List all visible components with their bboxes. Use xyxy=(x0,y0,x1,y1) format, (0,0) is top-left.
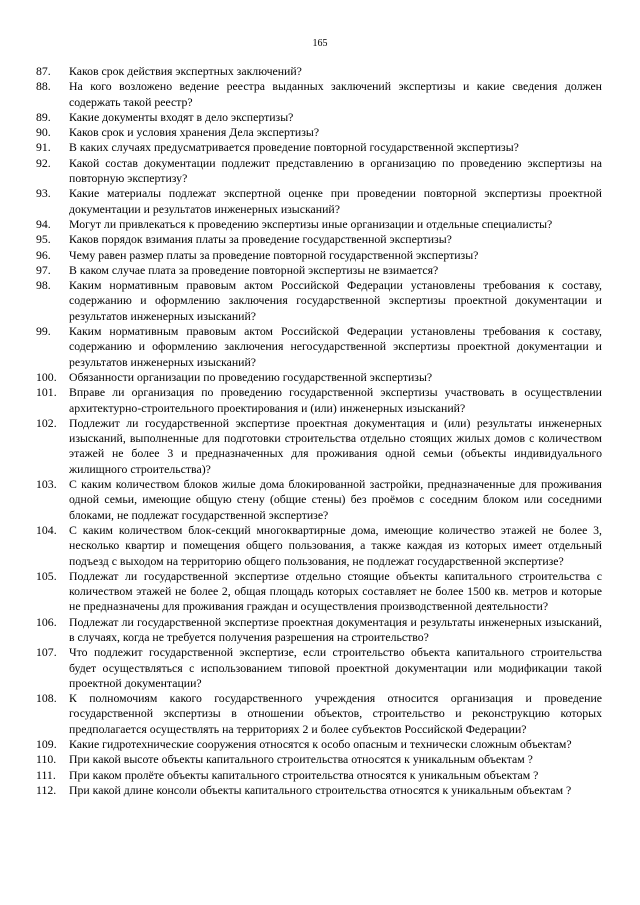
question-text: С каким количеством блок-секций многоквартирные дома, имеющие количество этажей не более 3, несколько квартир и помещения общего пользования, а также каждая из которых имеет отдельный подъезд с выходом на территорию общего пользования, не подлежат государственной экспертизе? xyxy=(69,522,602,568)
question-number: 93. xyxy=(36,186,51,201)
question-number: 112. xyxy=(36,782,57,797)
question-number: 100. xyxy=(36,369,57,384)
question-item xyxy=(36,248,602,263)
question-item xyxy=(36,64,602,79)
question-text: При какой высоте объекты капитального строительства относятся к уникальным объектам ? xyxy=(69,752,533,767)
question-item xyxy=(36,645,602,691)
question-text: Каким нормативным правовым актом Российской Федерации установлены требования к составу, содержанию и оформлению заключения негосударственной экспертизы проектной документации и результатов инженерных изысканий? xyxy=(69,324,602,369)
question-item xyxy=(36,110,602,125)
question-number: 101. xyxy=(36,385,57,400)
question-text: В каком случае плата за проведение повторной экспертизы не взимается? xyxy=(69,262,439,277)
question-number: 94. xyxy=(36,216,51,231)
question-item xyxy=(36,768,602,783)
question-text: Чему равен размер платы за проведение повторной государственной экспертизы? xyxy=(69,247,479,262)
question-number: 96. xyxy=(36,247,51,262)
question-text: Какие гидротехнические сооружения относятся к особо опасным и технически сложным объектам? xyxy=(69,737,572,752)
question-number: 106. xyxy=(36,614,57,629)
question-text: Какой состав документации подлежит представлению в организацию по проведению экспертизы на повторную экспертизу? xyxy=(69,155,602,186)
page-number: 165 xyxy=(312,38,328,49)
question-number: 110. xyxy=(36,752,57,767)
question-item xyxy=(36,278,602,324)
question-number: 104. xyxy=(36,522,57,537)
question-text: Какие материалы подлежат экспертной оценке при проведении повторной экспертизы проектной документации и результатов инженерных изысканий? xyxy=(69,186,602,216)
question-item xyxy=(36,186,602,217)
question-text: Подлежат ли государственной экспертизе отдельно стоящие объекты капитального строительства с количеством этажей не более 2, общая площадь которых составляет не более 1500 кв. метров и которые не предназначены для проживания граждан и осуществления производственной деятельности? xyxy=(69,568,602,614)
question-number: 102. xyxy=(36,415,57,430)
question-number: 109. xyxy=(36,737,57,752)
question-number: 95. xyxy=(36,232,51,247)
question-list xyxy=(36,64,602,798)
question-text: Каков порядок взимания платы за проведение государственной экспертизы? xyxy=(69,232,452,247)
question-item xyxy=(36,79,602,110)
question-text: На кого возложено ведение реестра выданных заключений экспертизы и какие сведения должен содержать такой реестр? xyxy=(69,79,602,109)
question-item xyxy=(36,156,602,187)
question-text: Каков срок и условия хранения Дела экспертизы? xyxy=(69,125,320,140)
question-number: 108. xyxy=(36,691,57,706)
question-number: 88. xyxy=(36,79,51,94)
question-text: Что подлежит государственной экспертизе, если строительство объекта капитального строительства будет осуществляться с использованием типовой проектной документации или модификации такой проектной документации? xyxy=(69,645,602,690)
question-number: 89. xyxy=(36,109,51,124)
question-number: 105. xyxy=(36,568,57,583)
question-text: При каком пролёте объекты капитального строительства относятся к уникальным объектам ? xyxy=(69,767,539,782)
question-item xyxy=(36,232,602,247)
question-item xyxy=(36,523,602,569)
question-number: 90. xyxy=(36,125,51,140)
question-item xyxy=(36,477,602,523)
question-item xyxy=(36,125,602,140)
question-number: 107. xyxy=(36,645,57,660)
question-number: 99. xyxy=(36,324,51,339)
question-item xyxy=(36,615,602,646)
question-item xyxy=(36,752,602,767)
question-text: Каков срок действия экспертных заключений? xyxy=(69,64,302,78)
question-item xyxy=(36,140,602,155)
question-item xyxy=(36,737,602,752)
question-item xyxy=(36,217,602,232)
question-number: 91. xyxy=(36,140,51,155)
question-text: К полномочиям какого государственного учреждения относится организация и проведение государственной экспертизы в отношении объектов, строительство и реконструкцию которых предполагается осуществлять на территориях 2 и более субъектов Российской Федерации? xyxy=(69,691,602,736)
question-item xyxy=(36,263,602,278)
question-number: 97. xyxy=(36,262,51,277)
question-item xyxy=(36,370,602,385)
question-text: Подлежит ли государственной экспертизе проектная документация и (или) результаты инженерных изысканий, выполненные для подготовки строительства отдельно стоящих жилых домов с количеством этажей не более 3 и предназначенных для проживания одной семьи (объекты индивидуального жилищного строительства)? xyxy=(69,415,602,476)
question-item xyxy=(36,324,602,370)
question-text: Каким нормативным правовым актом Российской Федерации установлены требования к составу, содержанию и оформлению заключения государственной экспертизы проектной документации и результатов инженерных изысканий? xyxy=(69,278,602,323)
question-item xyxy=(36,416,602,477)
question-text: В каких случаях предусматривается проведение повторной государственной экспертизы? xyxy=(69,140,519,155)
question-number: 87. xyxy=(36,64,51,78)
question-text: Какие документы входят в дело экспертизы? xyxy=(69,109,294,124)
question-text: Могут ли привлекаться к проведению экспертизы иные организации и отдельные специалисты? xyxy=(69,216,553,231)
question-text: При какой длине консоли объекты капитального строительства относятся к уникальным объектам ? xyxy=(69,782,572,797)
question-item xyxy=(36,783,602,798)
question-item xyxy=(36,385,602,416)
question-number: 111. xyxy=(36,767,56,782)
question-text: Вправе ли организация по проведению государственной экспертизы участвовать в осуществлении архитектурно-строительного проектирования и (или) инженерных изысканий? xyxy=(69,385,602,415)
question-text: Обязанности организации по проведению государственной экспертизы? xyxy=(69,369,433,384)
question-item xyxy=(36,691,602,737)
question-text: Подлежат ли государственной экспертизе проектная документация и результаты инженерных изысканий, в случаях, когда не требуется получения разрешения на строительство? xyxy=(69,614,602,644)
question-number: 92. xyxy=(36,155,51,170)
question-item xyxy=(36,569,602,615)
question-number: 103. xyxy=(36,477,57,492)
question-text: С каким количеством блоков жилые дома блокированной застройки, предназначенные для проживания одной семьи, имеющие общую стену (общие стены) без проёмов с соседним блоком или соседними блоками, не подлежат государственной экспертизе? xyxy=(69,477,602,522)
question-number: 98. xyxy=(36,278,51,293)
